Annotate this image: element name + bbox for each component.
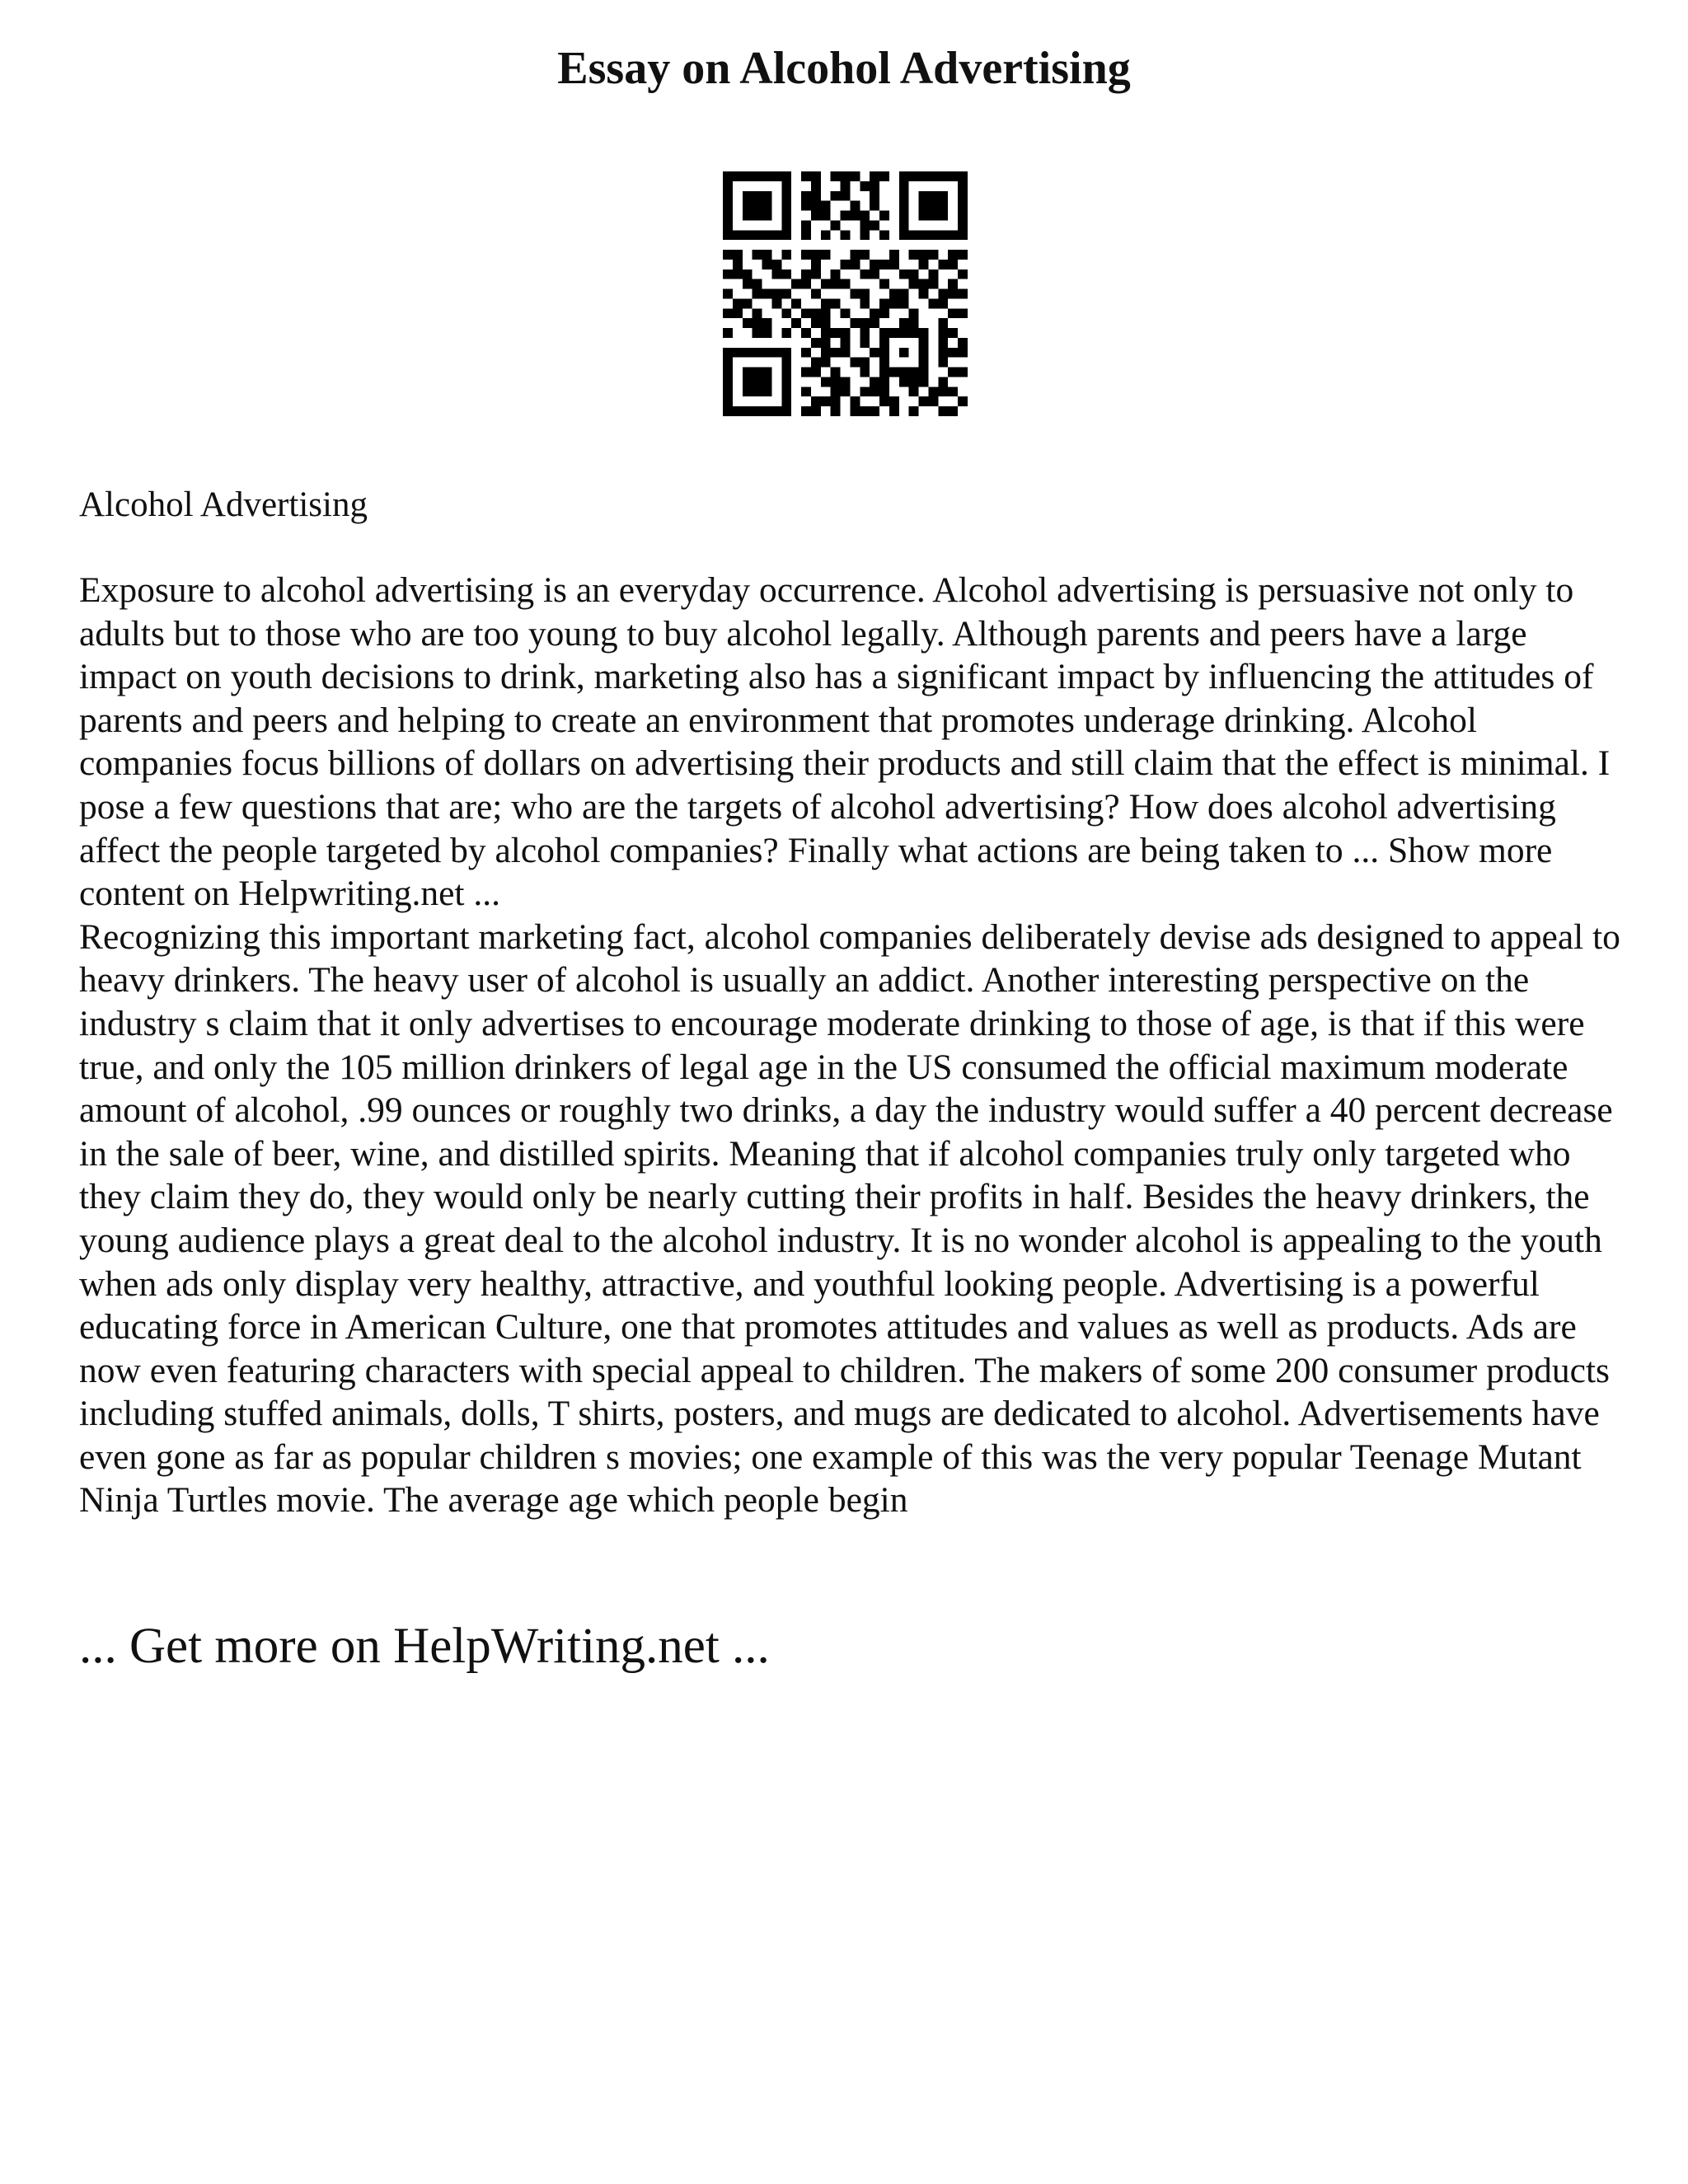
paragraph: Exposure to alcohol advertising is an everyday occurrence. Alcohol advertising is persuasive not only to adults but to those who are too young to buy alcohol legally. Although parents and peers have a large impact on youth decisions to drink, marketing also has a significant impact by influencing the attitudes of parents and peers and helping to create an environment that promotes underage drinking. Alcohol companies focus billions of dollars on advertising their products and still claim that the effect is minimal. I pose a few questions that are; who are the targets of alcohol advertising? How does alcohol advertising affect the people targeted by alcohol companies? Finally what actions are being taken to ... Show more content on Helpwriting.net ... (79, 570, 1611, 914)
get-more-link[interactable]: ... Get more on HelpWriting.net ... (79, 1619, 770, 1674)
section-heading: Alcohol Advertising (79, 485, 368, 524)
essay-body (79, 569, 1620, 1522)
qr-code-icon (723, 171, 968, 416)
paragraph: Recognizing this important marketing fact, alcohol companies deliberately devise ads designed to appeal to heavy drinkers. The heavy user of alcohol is usually an addict. Another interesting perspective on the industry s claim that it only advertises to encourage moderate drinking to those of age, is that if this were true, and only the 105 million drinkers of legal age in the US consumed the official maximum moderate amount of alcohol, .99 ounces or roughly two drinks, a day the industry would suffer a 40 percent decrease in the sale of beer, wine, and distilled spirits. Meaning that if alcohol companies truly only targeted who they claim they do, they would only be nearly cutting their profits in half. Besides the heavy drinkers, the young audience plays a great deal to the alcohol industry. It is no wonder alcohol is appealing to the youth when ads only display very healthy, attractive, and youthful looking people. Advertising is a powerful educating force in American Culture, one that promotes attitudes and values as well as products. Ads are now even featuring characters with special appeal to children. The makers of some 200 consumer products including stuffed animals, dolls, T shirts, posters, and mugs are dedicated to alcohol. Advertisements have even gone as far as popular children s movies; one example of this was the very popular Teenage Mutant Ninja Turtles movie. The average age which people begin (79, 916, 1620, 1521)
page-title: Essay on Alcohol Advertising (557, 43, 1131, 94)
